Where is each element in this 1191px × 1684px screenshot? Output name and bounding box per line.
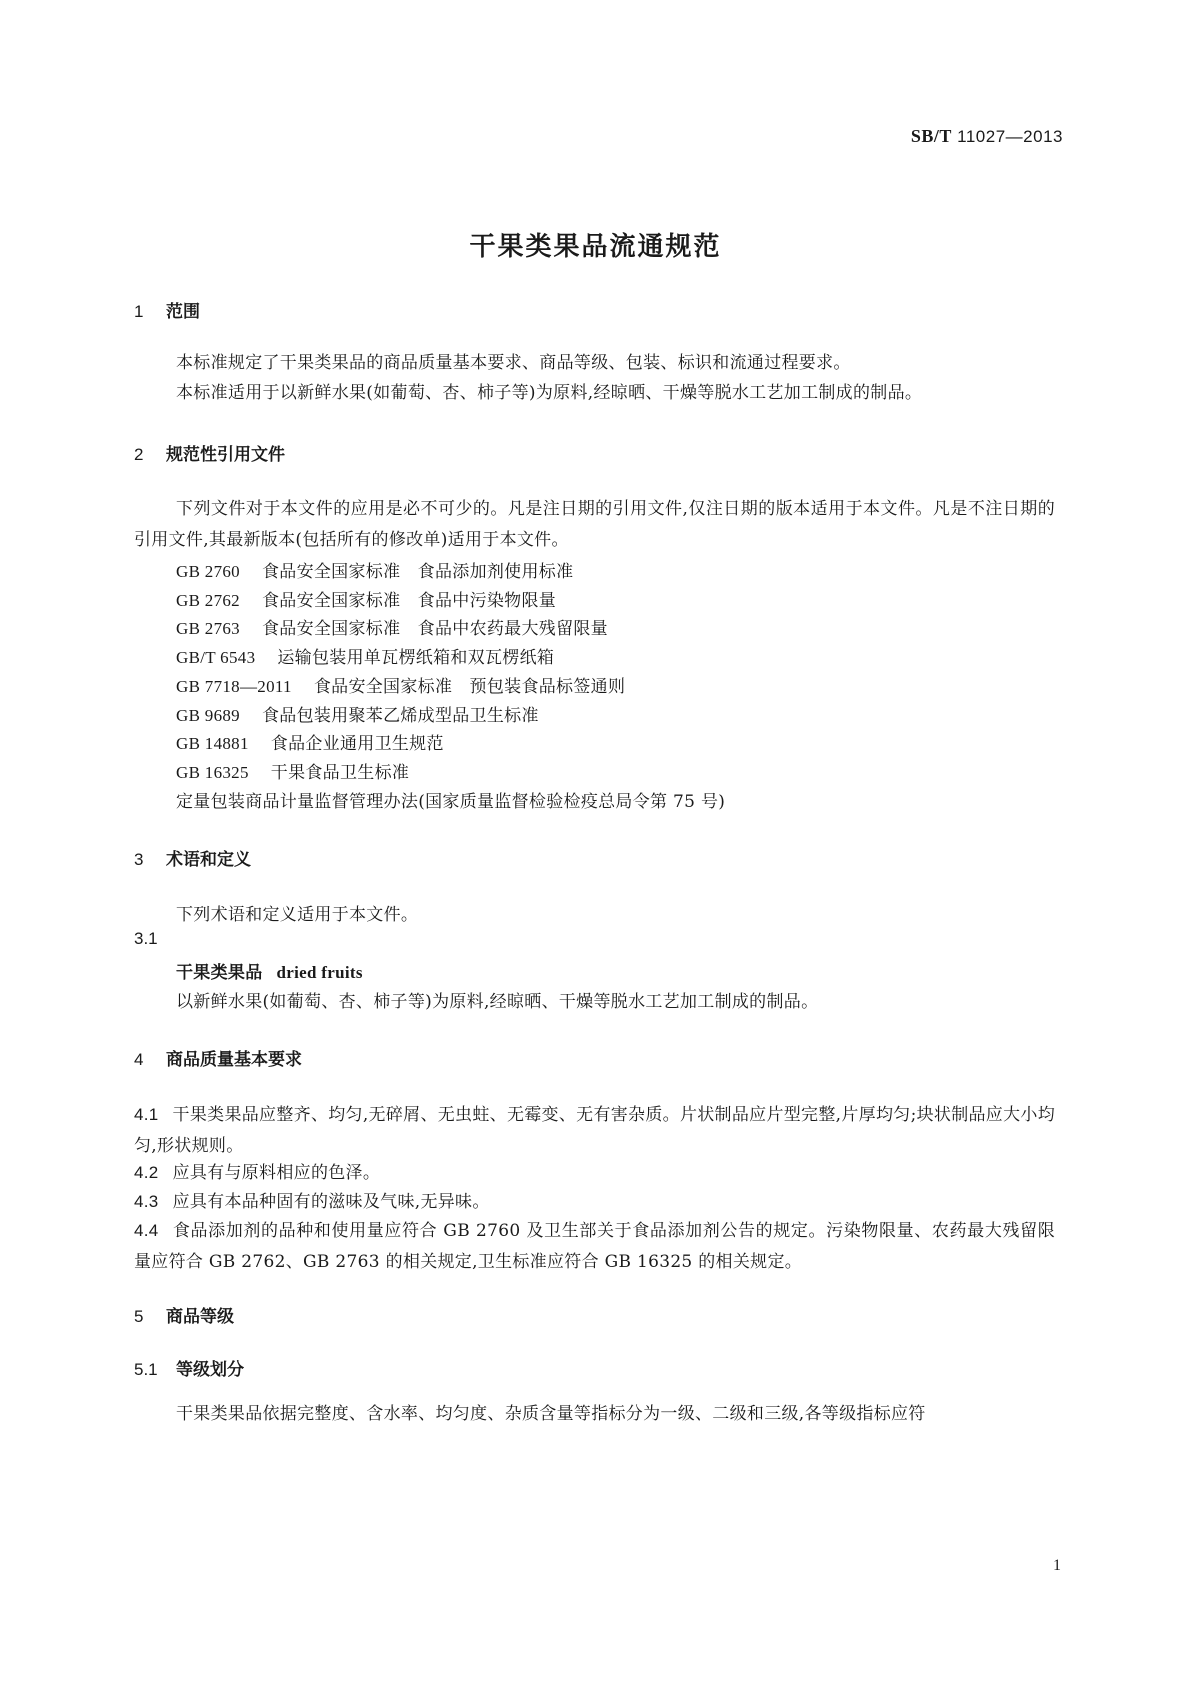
requirement-item: [134, 1186, 1055, 1218]
section-5-1-text: 干果类果品依据完整度、含水率、均匀度、杂质含量等指标分为一级、二级和三级,各等级指标应符: [176, 1404, 926, 1424]
section-title: 商品质量基本要求: [166, 1050, 302, 1070]
section-1-paragraph-1: 本标准规定了干果类果品的商品质量基本要求、商品等级、包装、标识和流通过程要求。: [176, 353, 851, 373]
reference-item: [176, 672, 625, 697]
reference-item: [176, 701, 539, 726]
item-number: 4.4: [134, 1221, 159, 1240]
section-number: 5: [134, 1307, 144, 1326]
subsection-5-1-heading: [134, 1355, 244, 1380]
reference-title: 食品安全国家标准 食品中污染物限量: [261, 591, 557, 611]
item-text: 应具有本品种固有的滋味及气味,无异味。: [172, 1192, 490, 1212]
requirement-item: [134, 1099, 1055, 1162]
reference-code: GB 14881: [176, 734, 249, 753]
item-text: 食品添加剂的品种和使用量应符合 GB 2760 及卫生部关于食品添加剂公告的规定。污染物限量、农药最大残留限量应符合 GB 2762、GB 2763 的相关规定,卫生标准应符合 GB 16325 的相关规定。: [134, 1221, 1055, 1272]
reference-code: GB 7718—2011: [176, 677, 292, 696]
item-number: 4.3: [134, 1192, 159, 1211]
reference-code: GB 9689: [176, 706, 240, 725]
reference-item: [176, 557, 573, 582]
term-definition: 以新鲜水果(如葡萄、杏、柿子等)为原料,经晾晒、干燥等脱水工艺加工制成的制品。: [176, 992, 819, 1012]
reference-title: 食品企业通用卫生规范: [270, 734, 444, 754]
section-title: 范围: [166, 302, 200, 322]
section-title: 商品等级: [166, 1307, 234, 1327]
reference-code: GB/T 6543: [176, 648, 256, 667]
section-3-heading: [134, 845, 251, 870]
reference-item: [176, 614, 608, 639]
page-number: 1: [1053, 1557, 1061, 1574]
standard-number: 11027—2013: [957, 127, 1063, 146]
section-title: 规范性引用文件: [166, 445, 285, 465]
reference-title: 食品安全国家标准 食品添加剂使用标准: [261, 562, 574, 582]
reference-code: GB 2763: [176, 619, 240, 638]
reference-item-regulation: 定量包装商品计量监督管理办法(国家质量监督检验检疫总局令第 75 号): [176, 792, 726, 812]
term-entry: [176, 958, 363, 983]
section-1-heading: [134, 297, 200, 322]
reference-title: 干果食品卫生标准: [270, 763, 410, 783]
requirement-item: [134, 1157, 1055, 1189]
reference-item: [176, 586, 556, 611]
item-text: 干果类果品应整齐、均匀,无碎屑、无虫蛀、无霉变、无有害杂质。片状制品应片型完整,片厚均匀;块状制品应大小均匀,形状规则。: [134, 1105, 1055, 1156]
subsection-number: 5.1: [134, 1360, 158, 1379]
reference-code: GB 2760: [176, 562, 240, 581]
requirement-item: [134, 1215, 1055, 1278]
reference-code: GB 16325: [176, 763, 249, 782]
term-english: dried fruits: [276, 963, 363, 982]
section-title: 术语和定义: [166, 850, 251, 870]
clause-number: 3.1: [134, 929, 158, 948]
reference-code: GB 2762: [176, 591, 240, 610]
reference-title: 食品安全国家标准 预包装食品标签通则: [313, 677, 626, 697]
reference-title: 食品安全国家标准 食品中农药最大残留限量: [261, 619, 608, 639]
reference-title: 食品包装用聚苯乙烯成型品卫生标准: [261, 706, 539, 726]
term-chinese: 干果类果品: [176, 963, 263, 983]
reference-item: [176, 758, 409, 783]
section-number: 1: [134, 302, 144, 321]
section-1-paragraph-2: 本标准适用于以新鲜水果(如葡萄、杏、柿子等)为原料,经晾晒、干燥等脱水工艺加工制成的制品。: [176, 383, 923, 403]
section-number: 4: [134, 1050, 144, 1069]
section-number: 3: [134, 850, 144, 869]
section-3-intro: 下列术语和定义适用于本文件。: [176, 905, 419, 925]
section-2-heading: [134, 440, 285, 465]
subsection-title: 等级划分: [176, 1360, 244, 1380]
section-5-heading: [134, 1302, 234, 1327]
standard-prefix: SB/T: [910, 126, 952, 146]
section-2-intro: 下列文件对于本文件的应用是必不可少的。凡是注日期的引用文件,仅注日期的版本适用于本文件。凡是不注日期的引用文件,其最新版本(包括所有的修改单)适用于本文件。: [134, 499, 1055, 550]
document-title: 干果类果品流通规范: [469, 232, 722, 262]
reference-item: [176, 643, 554, 668]
section-number: 2: [134, 445, 144, 464]
reference-item: [176, 729, 444, 754]
reference-title: 运输包装用单瓦楞纸箱和双瓦楞纸箱: [277, 648, 555, 668]
standard-code: [911, 126, 1063, 147]
item-number: 4.1: [134, 1105, 159, 1124]
item-number: 4.2: [134, 1163, 159, 1182]
section-4-heading: [134, 1045, 302, 1070]
item-text: 应具有与原料相应的色泽。: [172, 1163, 381, 1183]
